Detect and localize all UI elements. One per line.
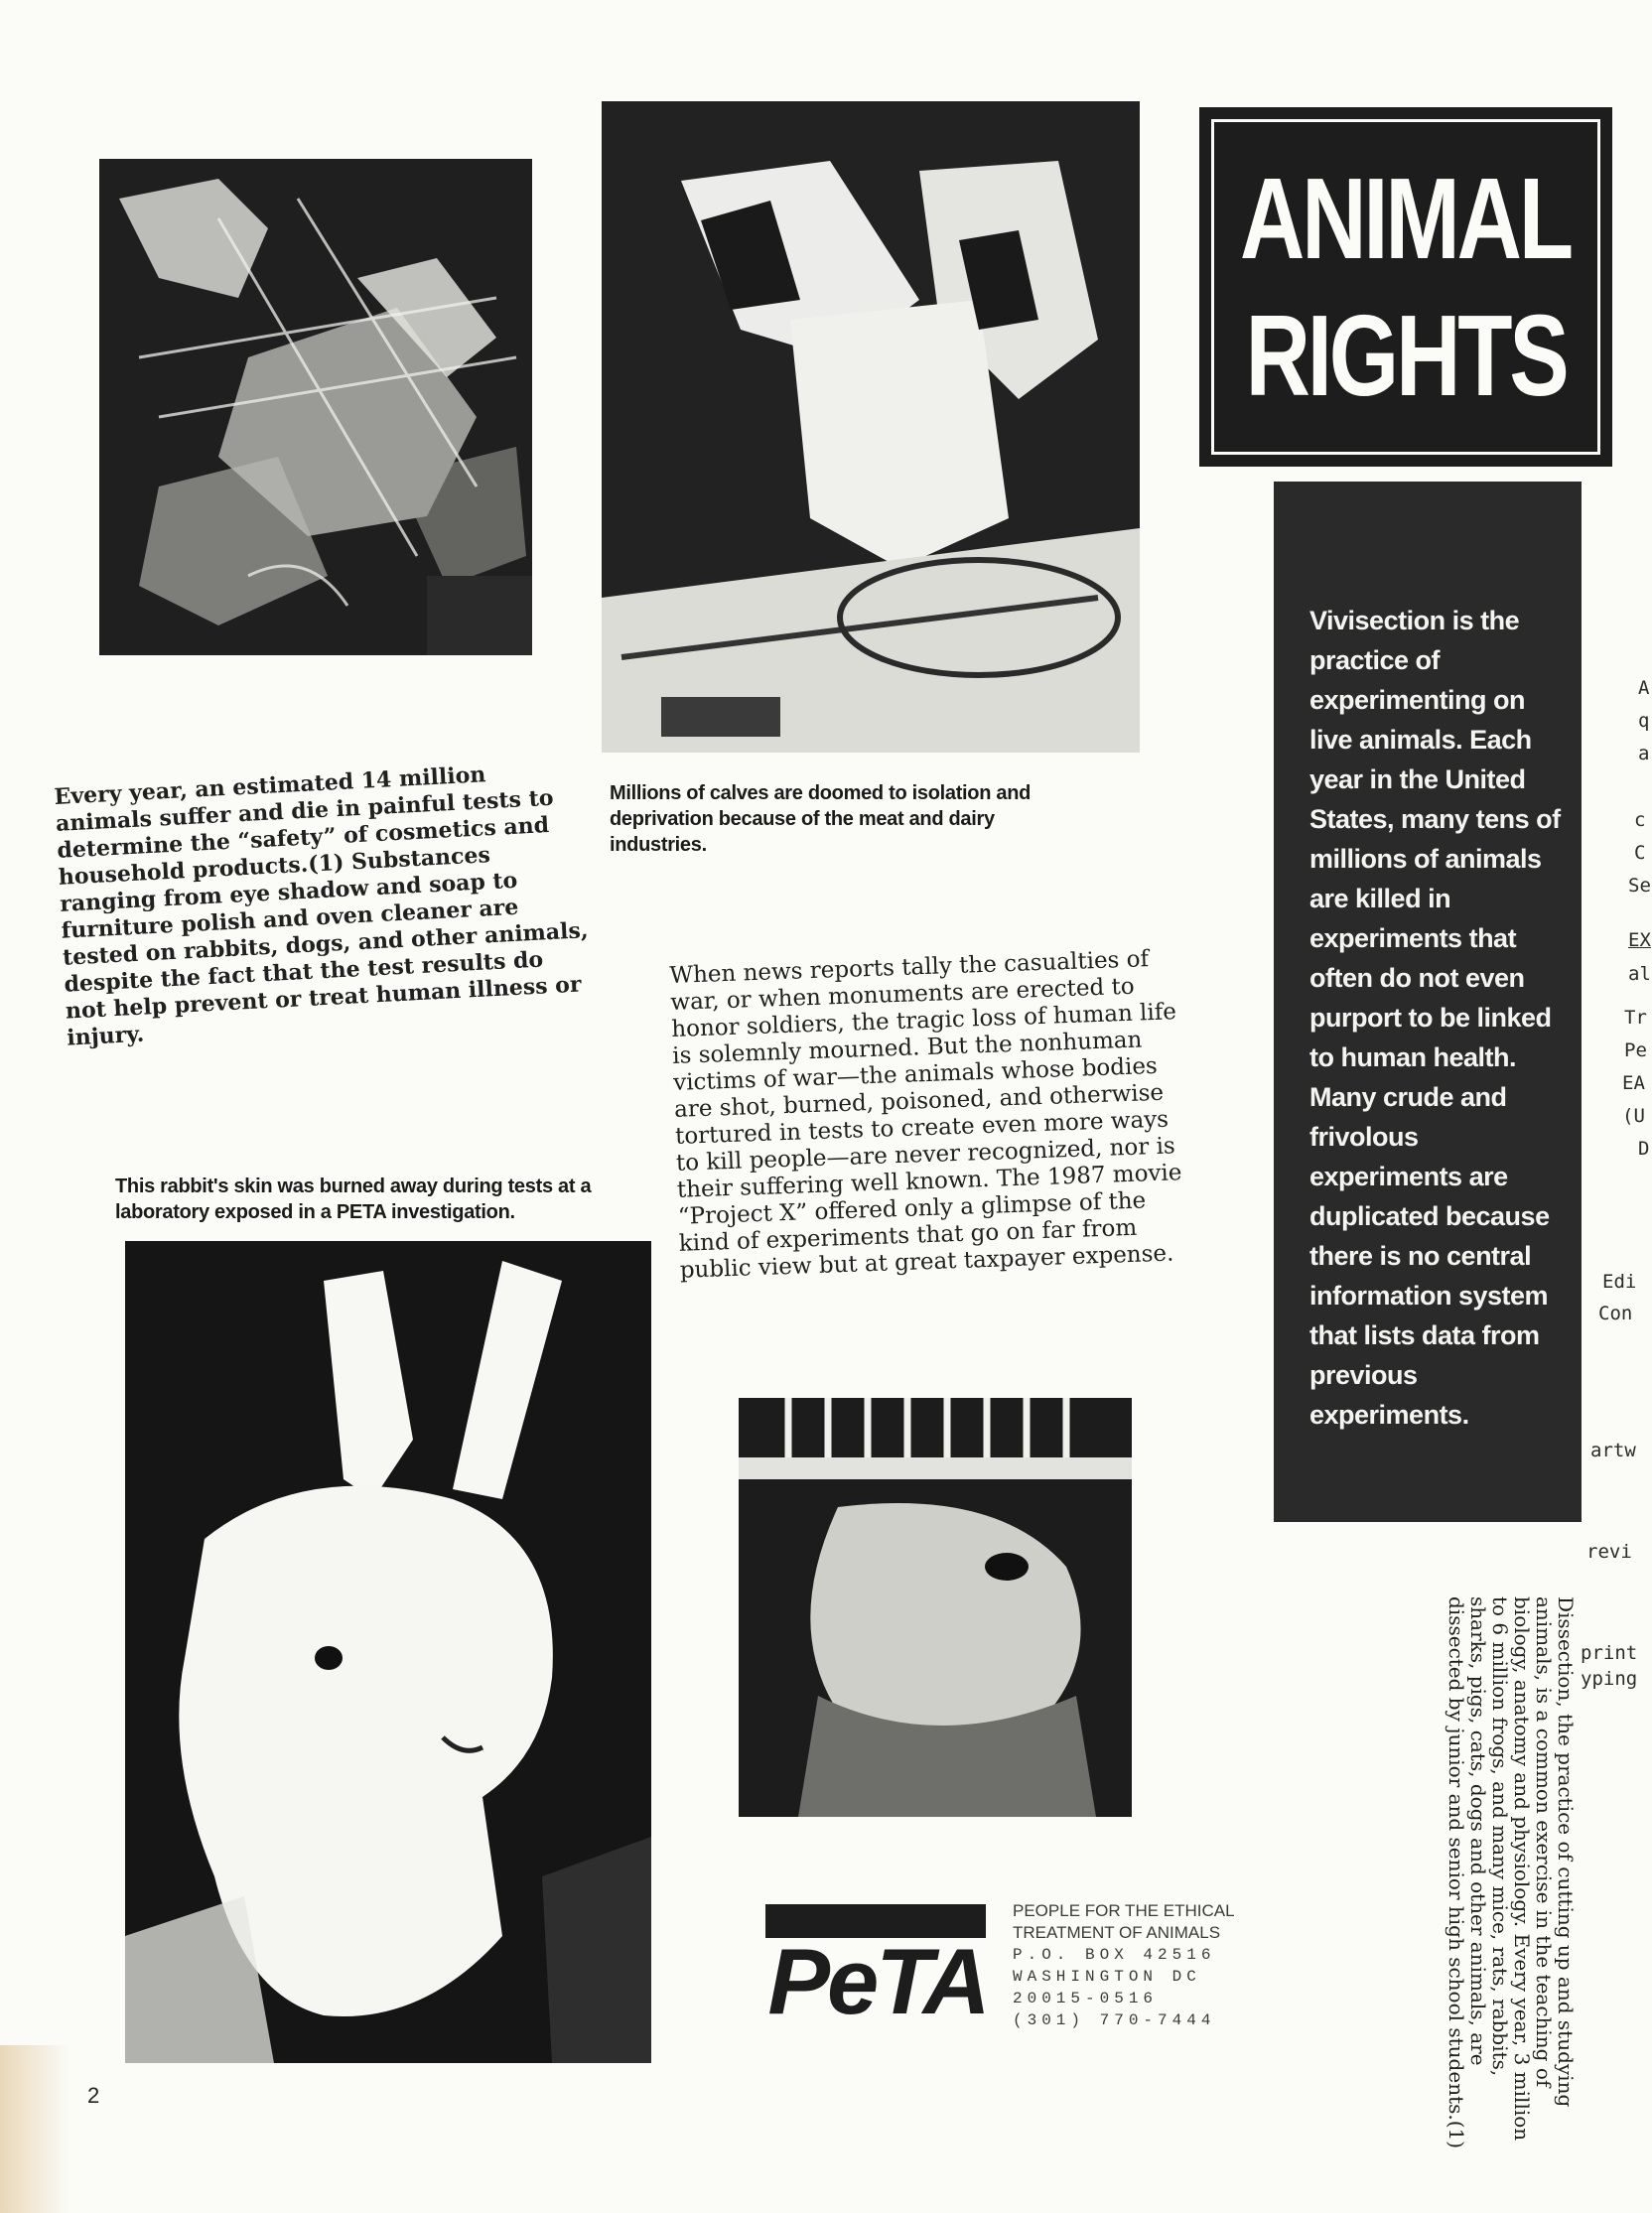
war-paragraph: When news reports tally the casualties of war, or when monuments are erected to honor soldiers, the tragic loss of human life is solemnly mourned. But the nonhuman victims of war—the animals whose bodies are shot, burned, poisoned, and otherwise tortured in tests to create even more ways to kill people—are never recognized, nor is their suffering well known. The 1987 movie “Project X” offered only a glimpse of the kind of experiments that go on far from public view but at great taxpayer expense. bbox=[669, 946, 1182, 1284]
peta-po-box: P.O. BOX 42516 bbox=[1013, 1946, 1216, 1964]
vivisection-text: Vivisection is the practice of experimenting on live animals. Each year in the United States, many tens of millions of animals are killed in experiments that often do not even purport to be linked to human health. Many crude and frivolous experiments are duplicated because there is no central information system that lists data from previous experiments. bbox=[1309, 606, 1561, 1430]
lab-animals-photo bbox=[99, 159, 532, 655]
edge-fragment: artw bbox=[1590, 1440, 1636, 1461]
underlying-page-edge bbox=[1579, 486, 1652, 1827]
edge-fragment: Se bbox=[1628, 875, 1651, 897]
edge-fragment: (U bbox=[1622, 1105, 1645, 1127]
edge-fragment: A bbox=[1638, 677, 1650, 699]
edge-fragment: al bbox=[1628, 963, 1651, 985]
rabbit-photo bbox=[125, 1241, 651, 2063]
calves-caption: Millions of calves are doomed to isolation and deprivation because of the meat and dairy industries. bbox=[610, 782, 1032, 856]
edge-fragment: Tr bbox=[1624, 1007, 1647, 1029]
dissection-block bbox=[1308, 1596, 1577, 2152]
animal-rights-title bbox=[1199, 107, 1612, 467]
edge-fragment: revi bbox=[1586, 1541, 1632, 1563]
rabbit-caption: This rabbit's skin was burned away during tests at a laboratory exposed in a PETA investigation. bbox=[115, 1176, 592, 1223]
cosmetics-paragraph: Every year, an estimated 14 million animals suffer and die in painful tests to determine the “safety” of cosmetics and household products.(1) Substances ranging from eye shadow and soap to furniture polish and oven cleaner are tested on rabbits, dogs, and other animals, despite the fact that the test results do not help prevent or treat human illness or injury. bbox=[54, 761, 590, 1051]
peta-address bbox=[1013, 1900, 1241, 2031]
edge-fragment: a bbox=[1638, 743, 1650, 764]
edge-fragment: EX bbox=[1628, 929, 1651, 951]
page-number: 2 bbox=[87, 2083, 100, 2108]
title-line-2: RIGHTS bbox=[1245, 291, 1567, 420]
edge-fragment: EA bbox=[1622, 1072, 1645, 1094]
peta-phone: (301) 770-7444 bbox=[1013, 2011, 1216, 2029]
edge-fragment: yping bbox=[1581, 1668, 1638, 1690]
peta-logo bbox=[762, 1894, 993, 2035]
peta-logo-word: PeTA bbox=[767, 1929, 988, 2033]
vivisection-box bbox=[1274, 482, 1582, 1522]
peta-city: WASHINGTON DC bbox=[1013, 1968, 1201, 1986]
title-line-1: ANIMAL bbox=[1240, 154, 1572, 283]
dissection-paragraph: Dissection, the practice of cutting up and studying animals, is a common exercise in the teaching of biology, anatomy and physiology. Every year, 3 million to 6 million frogs, and many mice, rats, rabbits, sharks, pigs, cats, dogs and other animals, are dissected by junior and senior high school students.(1) bbox=[1445, 1596, 1578, 2149]
peta-zip: 20015-0516 bbox=[1013, 1990, 1159, 2007]
edge-fragment: q bbox=[1638, 710, 1650, 732]
corner-stain bbox=[0, 2045, 69, 2213]
primate-photo bbox=[739, 1398, 1132, 1817]
peta-org-line-2: TREATMENT OF ANIMALS bbox=[1013, 1923, 1221, 1942]
edge-fragment: D bbox=[1638, 1138, 1650, 1160]
edge-fragment: Con bbox=[1598, 1303, 1633, 1324]
peta-org-line-1: PEOPLE FOR THE ETHICAL bbox=[1013, 1901, 1235, 1920]
edge-fragment: C bbox=[1634, 842, 1646, 864]
edge-fragment: print bbox=[1581, 1642, 1638, 1664]
calf-photo bbox=[602, 101, 1140, 753]
edge-fragment: Pe bbox=[1624, 1039, 1647, 1061]
edge-fragment: Edi bbox=[1602, 1271, 1637, 1293]
edge-fragment: c bbox=[1634, 809, 1646, 831]
